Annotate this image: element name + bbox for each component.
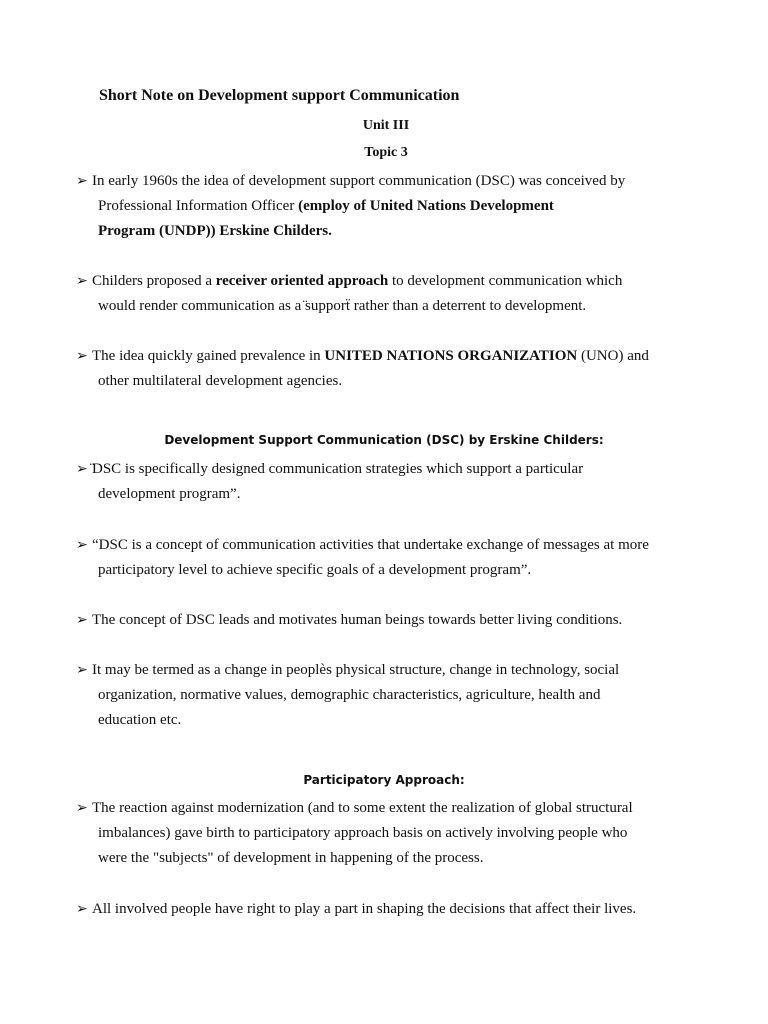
bullet-line: Program (UNDP)) Erskine Childers. <box>98 223 332 239</box>
arrow-bullet-icon: ➢ <box>76 800 88 816</box>
section-heading-participatory: Participatory Approach: <box>303 773 465 787</box>
bullet-line: would render communication as a ̈supporẗ rather than a deterrent to development. <box>98 298 587 314</box>
arrow-bullet-icon: ➢ <box>76 348 88 364</box>
document-title: Short Note on Development support Communication <box>99 87 460 104</box>
bullet-line: participatory level to achieve specific goals of a development program”. <box>98 562 532 578</box>
arrow-bullet-icon: ➢ <box>76 273 88 289</box>
list-item <box>76 796 716 871</box>
arrow-bullet-icon: ➢ <box>76 901 88 917</box>
bullet-line: development program”. <box>98 486 241 502</box>
bullet-line: “DSC is a concept of communication activities that undertake exchange of messages at more <box>92 537 649 553</box>
arrow-bullet-icon: ➢ <box>76 662 88 678</box>
bullet-line: The reaction against modernization (and to some extent the realization of global structural <box>92 800 633 816</box>
bullet-line: All involved people have right to play a part in shaping the decisions that affect their lives. <box>92 901 637 917</box>
bullet-line: Childers proposed a receiver oriented approach to development communication which <box>92 273 623 289</box>
bullet-line: In early 1960s the idea of development support communication (DSC) was conceived by <box>92 173 626 189</box>
bullet-line: Professional Information Officer (employ of United Nations Development <box>98 198 554 214</box>
list-item <box>76 457 716 507</box>
bullet-line: other multilateral development agencies. <box>98 373 343 389</box>
bullet-line: imbalances) gave birth to participatory approach basis on actively involving people who <box>98 825 628 841</box>
bullet-line: were the "subjects" of development in happening of the process. <box>98 850 484 866</box>
list-item <box>76 269 716 319</box>
list-item <box>76 897 716 922</box>
unit-label: Unit III <box>362 118 410 133</box>
arrow-bullet-icon: ➢ <box>76 612 88 628</box>
arrow-bullet-icon: ➢ <box>76 537 88 553</box>
list-item <box>76 169 716 244</box>
bullet-line: It may be termed as a change in peoplès physical structure, change in technology, social <box>92 662 620 678</box>
section-heading-dsc: Development Support Communication (DSC) by Erskine Childers: <box>164 433 604 447</box>
bullet-line: ̈DSC is specifically designed communication strategies which support a particular <box>92 461 584 477</box>
bullet-line: The concept of DSC leads and motivates human beings towards better living conditions. <box>92 612 623 628</box>
list-item <box>76 344 716 394</box>
bullet-line: The idea quickly gained prevalence in UNITED NATIONS ORGANIZATION (UNO) and <box>92 348 649 364</box>
list-item <box>76 533 716 583</box>
arrow-bullet-icon: ➢ <box>76 461 88 477</box>
bullet-line: education etc. <box>98 712 182 728</box>
arrow-bullet-icon: ➢ <box>76 173 88 189</box>
topic-label: Topic 3 <box>364 145 408 160</box>
bullet-line: organization, normative values, demographic characteristics, agriculture, health and <box>98 687 601 703</box>
list-item <box>76 608 716 633</box>
list-item <box>76 658 716 733</box>
